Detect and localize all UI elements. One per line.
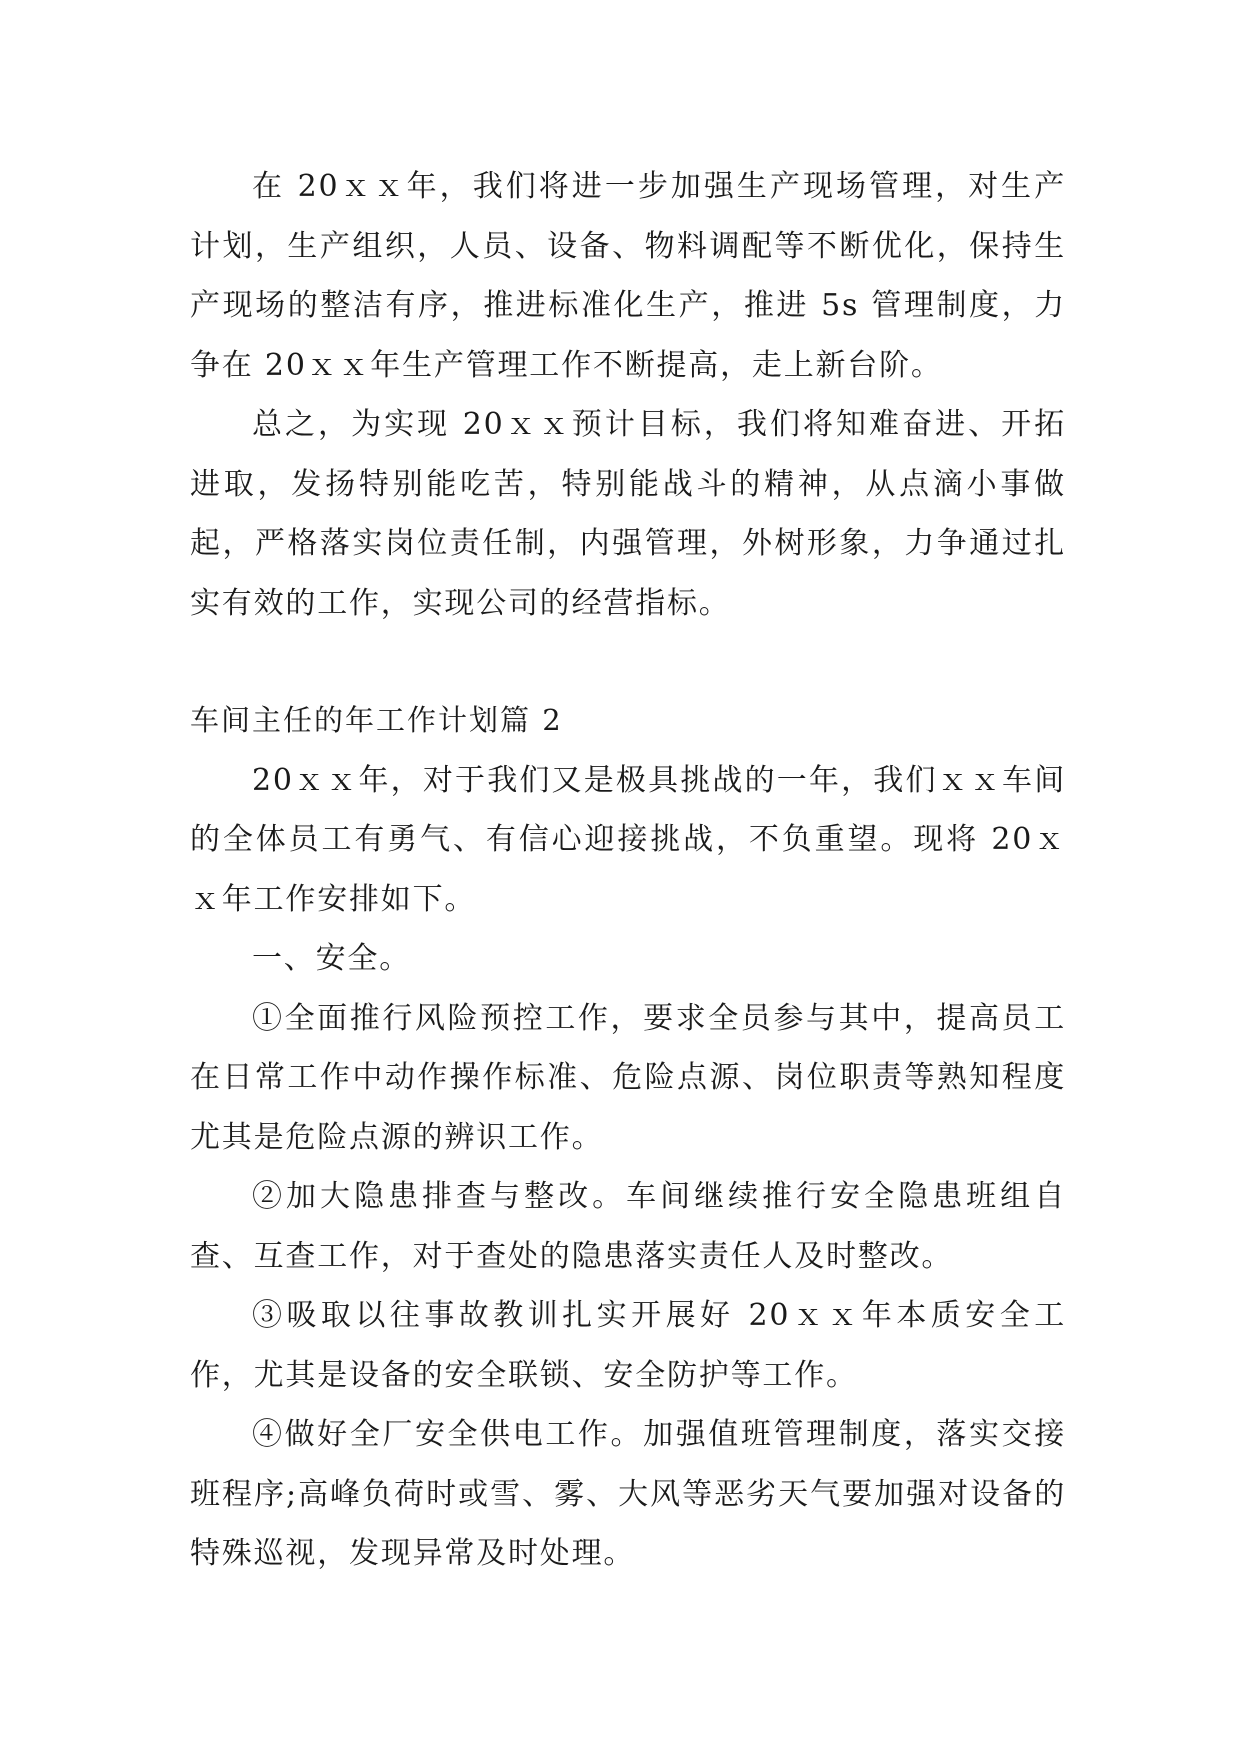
document-body bbox=[190, 157, 1066, 1584]
paragraph-safety-item-3: ③吸取以往事故教训扎实开展好 20ｘｘ年本质安全工作，尤其是设备的安全联锁、安全防护等工作。 bbox=[190, 1298, 1066, 1393]
paragraph-safety-heading: 一、安全。 bbox=[252, 941, 411, 976]
paragraph-safety-item-1: ①全面推行风险预控工作，要求全员参与其中，提高员工在日常工作中动作操作标准、危险点源、岗位职责等熟知程度尤其是危险点源的辨识工作。 bbox=[190, 1000, 1066, 1155]
paragraph-intro: 20ｘｘ年，对于我们又是极具挑战的一年，我们ｘｘ车间的全体员工有勇气、有信心迎接挑战，不负重望。现将 20ｘｘ年工作安排如下。 bbox=[190, 762, 1066, 917]
section-title: 车间主任的年工作计划篇 2 bbox=[190, 703, 563, 737]
paragraph-safety-item-2: ②加大隐患排查与整改。车间继续推行安全隐患班组自查、互查工作，对于查处的隐患落实责任人及时整改。 bbox=[190, 1179, 1066, 1274]
paragraph-safety-item-4: ④做好全厂安全供电工作。加强值班管理制度，落实交接班程序;高峰负荷时或雪、雾、大风等恶劣天气要加强对设备的特殊巡视，发现异常及时处理。 bbox=[190, 1417, 1066, 1571]
paragraph-summary: 总之，为实现 20ｘｘ预计目标，我们将知难奋进、开拓进取，发扬特别能吃苦，特别能战斗的精神，从点滴小事做起，严格落实岗位责任制，内强管理，外树形象，力争通过扎实有效的工作，实现公司的经营指标。 bbox=[190, 407, 1066, 621]
paragraph-production-management: 在 20ｘｘ年，我们将进一步加强生产现场管理，对生产计划，生产组织，人员、设备、物料调配等不断优化，保持生产现场的整洁有序，推进标准化生产，推进 5s 管理制度，力争在 20ｘｘ年生产管理工作不断提高，走上新台阶。 bbox=[190, 169, 1066, 383]
